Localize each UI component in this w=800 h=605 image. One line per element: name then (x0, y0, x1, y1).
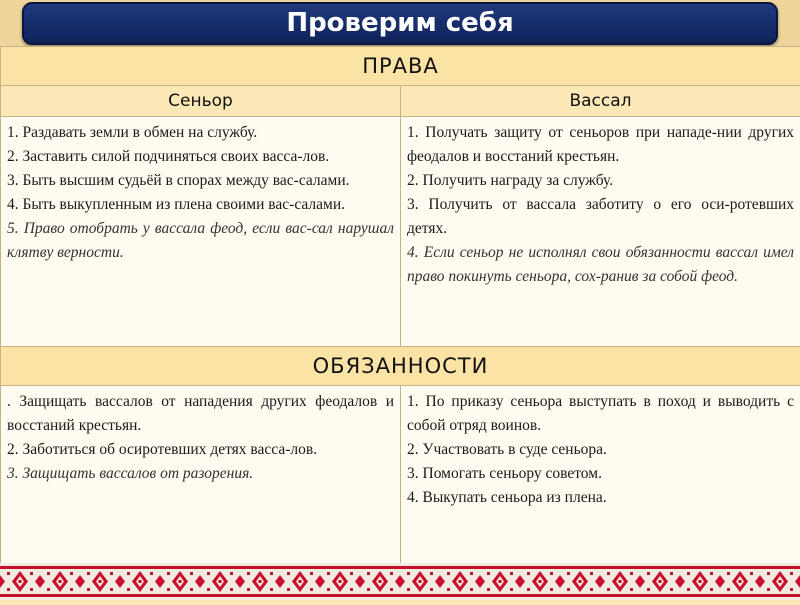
list-item: 4. Если сеньор не исполнял свои обязанности вассал имел право покинуть сеньора, сох-ранив за собой феод. (407, 241, 794, 289)
senior-column-header: Сеньор (1, 86, 401, 117)
list-item: 2. Заботиться об осиротевших детях васса-лов. (7, 438, 394, 462)
list-item: 3. Защищать вассалов от разорения. (7, 462, 394, 486)
senior-rights-cell (1, 117, 401, 347)
vassal-column-header: Вассал (401, 86, 800, 117)
list-item: 2. Получить награду за службу. (407, 169, 794, 193)
rights-heading: ПРАВА (1, 47, 800, 86)
list-item: 1. Раздавать земли в обмен на службу. (7, 121, 394, 145)
list-item: 3. Помогать сеньору советом. (407, 462, 794, 486)
ornament-border (0, 563, 800, 600)
list-item: 4. Выкупать сеньора из плена. (407, 486, 794, 510)
list-item: 4. Быть выкупленным из плена своими вас-салами. (7, 193, 394, 217)
ornament-pattern-icon (0, 563, 800, 600)
list-item: 1. Получать защиту от сеньоров при нападе-нии других феодалов и восстаний крестьян. (407, 121, 794, 169)
rights-duties-table (0, 46, 800, 571)
list-item: 5. Право отобрать у вассала феод, если вас-сал нарушал клятву верности. (7, 217, 394, 265)
duties-heading: ОБЯЗАННОСТИ (1, 347, 800, 386)
vassal-duties-cell (401, 386, 800, 571)
list-item: 2. Участвовать в суде сеньора. (407, 438, 794, 462)
senior-duties-cell (1, 386, 401, 571)
list-item: 1. По приказу сеньора выступать в поход и выводить с собой отряд воинов. (407, 390, 794, 438)
list-item: 3. Получить от вассала заботиту о его оси-ротевших детях. (407, 193, 794, 241)
vassal-rights-cell (401, 117, 800, 347)
list-item: . Защищать вассалов от нападения других феодалов и восстаний крестьян. (7, 390, 394, 438)
list-item: 2. Заставить силой подчиняться своих васса-лов. (7, 145, 394, 169)
page-title: Проверим себя (22, 2, 778, 45)
list-item: 3. Быть высшим судьёй в спорах между вас-салами. (7, 169, 394, 193)
